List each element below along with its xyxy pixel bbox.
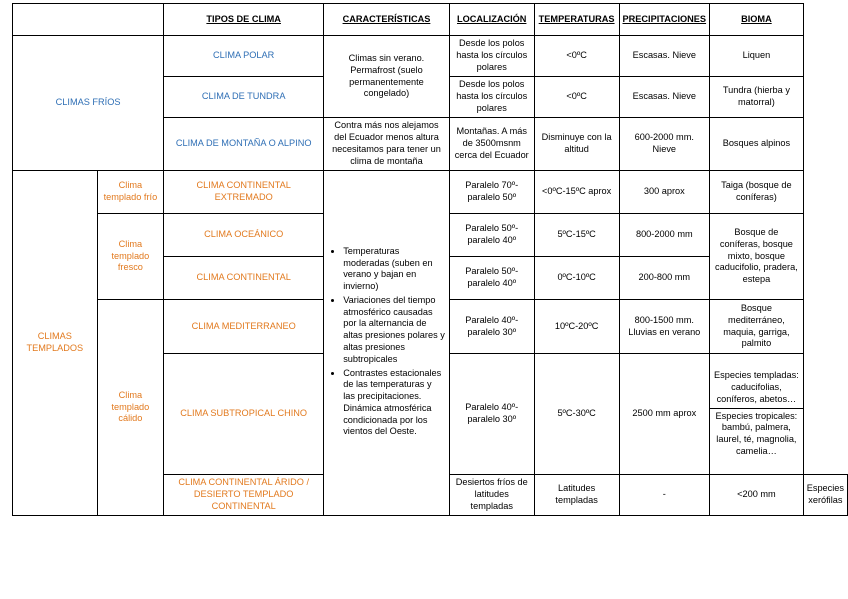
mediterraneo-localizacion: Paralelo 40º- paralelo 30º	[449, 300, 534, 354]
continental-localizacion: Paralelo 50º- paralelo 40º	[449, 257, 534, 300]
clima-subtropical: CLIMA SUBTROPICAL CHINO	[164, 354, 324, 475]
list-item: • Temperaturas moderadas (suben en verano y bajan en invierno)	[343, 246, 446, 293]
arido-caracteristicas: Desiertos fríos de latitudes templadas	[449, 475, 534, 516]
continental-extremado-temperaturas: <0ºC-15ºC aprox	[534, 171, 619, 214]
subgroup-frio: Clima templado frío	[97, 171, 164, 214]
continental-temperaturas: 0ºC-10ºC	[534, 257, 619, 300]
continental-extremado-bioma: Taiga (bosque de coníferas)	[710, 171, 804, 214]
header-localizacion: LOCALIZACIÓN	[449, 4, 534, 36]
clima-continental: CLIMA CONTINENTAL	[164, 257, 324, 300]
montana-bioma: Bosques alpinos	[710, 118, 804, 171]
arido-temperaturas: -	[619, 475, 710, 516]
tundra-localizacion: Desde los polos hasta los círculos polares	[449, 77, 534, 118]
header-precipitaciones: PRECIPITACIONES	[619, 4, 710, 36]
polar-localizacion: Desde los polos hasta los círculos polares	[449, 36, 534, 77]
row-continental-extremado	[13, 171, 848, 214]
montana-temperaturas: Disminuye con la altitud	[534, 118, 619, 171]
polar-precipitaciones: Escasas. Nieve	[619, 36, 710, 77]
clima-tundra: CLIMA DE TUNDRA	[164, 77, 324, 118]
polar-bioma: Liquen	[710, 36, 804, 77]
continental-extremado-precipitaciones: 300 aprox	[619, 171, 710, 214]
oceanico-temperaturas: 5ºC-15ºC	[534, 214, 619, 257]
oceanico-localizacion: Paralelo 50º- paralelo 40º	[449, 214, 534, 257]
subtropical-localizacion: Paralelo 40º- paralelo 30º	[449, 354, 534, 475]
subtropical-temperaturas: 5ºC-30ºC	[534, 354, 619, 475]
mediterraneo-bioma: Bosque mediterráneo, maquia, garriga, palmito	[710, 300, 804, 354]
tundra-bioma: Tundra (hierba y matorral)	[710, 77, 804, 118]
subtropical-precipitaciones: 2500 mm aprox	[619, 354, 710, 475]
templados-caracteristicas	[324, 171, 450, 516]
arido-localizacion: Latitudes templadas	[534, 475, 619, 516]
montana-localizacion: Montañas. A más de 3500msnm cerca del Ecuador	[449, 118, 534, 171]
mediterraneo-temperaturas: 10ºC-20ºC	[534, 300, 619, 354]
clima-oceanico: CLIMA OCEÁNICO	[164, 214, 324, 257]
continental-precipitaciones: 200-800 mm	[619, 257, 710, 300]
corner-cell	[13, 4, 164, 36]
header-tipos: TIPOS DE CLIMA	[164, 4, 324, 36]
clima-continental-extremado: CLIMA CONTINENTAL EXTREMADO	[164, 171, 324, 214]
clima-montana: CLIMA DE MONTAÑA O ALPINO	[164, 118, 324, 171]
climate-table	[12, 3, 848, 516]
continental-extremado-localizacion: Paralelo 70º- paralelo 50º	[449, 171, 534, 214]
subtropical-bioma	[710, 354, 804, 475]
list-item: • Contrastes estacionales de las temperaturas y las precipitaciones. Dinámica atmosférica condicionada por los vientos del Oeste.	[343, 368, 446, 439]
header-caracteristicas: CARACTERÍSTICAS	[324, 4, 450, 36]
tundra-precipitaciones: Escasas. Nieve	[619, 77, 710, 118]
mediterraneo-precipitaciones: 800-1500 mm. Lluvias en verano	[619, 300, 710, 354]
header-row	[13, 4, 848, 36]
tundra-temperaturas: <0ºC	[534, 77, 619, 118]
arido-bioma: Especies xerófilas	[803, 475, 847, 516]
subgroup-fresco: Clima templado fresco	[97, 214, 164, 300]
arido-precipitaciones: <200 mm	[710, 475, 804, 516]
list-item: • Variaciones del tiempo atmosférico causadas por la alternancia de altas presiones polares y altas presiones subtropicales	[343, 295, 446, 366]
header-temperaturas: TEMPERATURAS	[534, 4, 619, 36]
subtropical-bioma-tropicales: Especies tropicales: bambú, palmera, laurel, té, magnolia, camelia…	[715, 410, 798, 456]
row-polar	[13, 36, 848, 77]
clima-mediterraneo: CLIMA MEDITERRANEO	[164, 300, 324, 354]
templados-caracteristicas-list	[327, 246, 446, 438]
subtropical-bioma-templadas: Especies templadas: caducifolias, coníferos, abetos…	[710, 368, 803, 408]
polar-temperaturas: <0ºC	[534, 36, 619, 77]
header-bioma: BIOMA	[710, 4, 804, 36]
frios-caracteristicas: Climas sin verano. Permafrost (suelo permanentemente congelado)	[324, 36, 450, 118]
subgroup-calido: Clima templado cálido	[97, 300, 164, 516]
montana-caracteristicas: Contra más nos alejamos del Ecuador menos altura necesitamos para tener un clima de montaña	[324, 118, 450, 171]
oceanico-precipitaciones: 800-2000 mm	[619, 214, 710, 257]
oceanico-bioma: Bosque de coníferas, bosque mixto, bosque caducifolio, pradera, estepa	[710, 214, 804, 300]
clima-arido: CLIMA CONTINENTAL ÁRIDO / DESIERTO TEMPLADO CONTINENTAL	[164, 475, 324, 516]
montana-precipitaciones: 600-2000 mm. Nieve	[619, 118, 710, 171]
group-templados: CLIMAS TEMPLADOS	[13, 171, 98, 516]
clima-polar: CLIMA POLAR	[164, 36, 324, 77]
group-frios: CLIMAS FRÍOS	[13, 36, 164, 171]
